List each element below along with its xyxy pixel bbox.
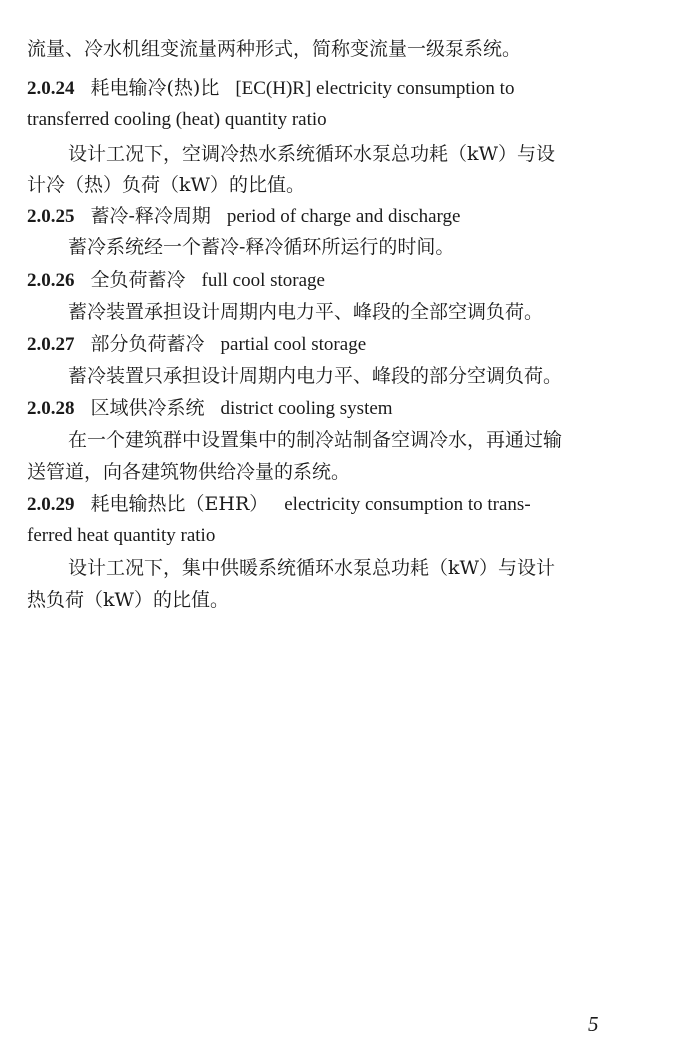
definition-text: 蓄冷系统经一个蓄冷-释冷循环所运行的时间。 <box>68 236 455 258</box>
definition-text-cont: 计冷（热）负荷（kW）的比值。 <box>27 174 306 196</box>
term-2-0-26-definition <box>68 300 680 324</box>
term-2-0-25-heading <box>27 204 680 229</box>
page-number: 5 <box>588 1012 599 1036</box>
term-english: period of charge and discharge <box>226 206 461 227</box>
term-english: full cool storage <box>201 270 325 291</box>
intro-line <box>27 37 680 61</box>
term-2-0-29-definition <box>68 556 680 580</box>
definition-text-cont: 送管道，向各建筑物供给冷量的系统。 <box>27 461 351 483</box>
intro-text: 流量、冷水机组变流量两种形式，简称变流量一级泵系统。 <box>27 38 522 60</box>
definition-text-cont: 热负荷（kW）的比值。 <box>27 589 230 611</box>
term-english-cont: transferred cooling (heat) quantity ratio <box>27 109 327 130</box>
term-chinese: 耗电输冷(热)比 <box>90 77 220 99</box>
term-english: partial cool storage <box>220 334 367 355</box>
term-number: 2.0.27 <box>27 334 75 355</box>
term-number: 2.0.24 <box>27 78 75 99</box>
term-2-0-28-heading <box>27 396 680 421</box>
term-english: district cooling system <box>220 398 393 419</box>
term-2-0-29-definition-cont <box>27 588 680 612</box>
term-2-0-24-definition-cont <box>27 173 680 197</box>
term-chinese: 蓄冷-释冷周期 <box>90 205 211 227</box>
term-2-0-24-heading <box>27 76 680 101</box>
definition-text: 蓄冷装置只承担设计周期内电力平、峰段的部分空调负荷。 <box>68 365 563 387</box>
term-chinese: 部分负荷蓄冷 <box>90 333 205 355</box>
term-number: 2.0.29 <box>27 494 75 515</box>
definition-text: 蓄冷装置承担设计周期内电力平、峰段的全部空调负荷。 <box>68 301 544 323</box>
definition-text: 设计工况下，集中供暖系统循环水泵总功耗（kW）与设计 <box>68 557 556 579</box>
term-2-0-24-english-cont <box>27 107 680 132</box>
term-2-0-29-heading <box>27 492 680 517</box>
term-2-0-26-heading <box>27 268 680 293</box>
term-2-0-27-definition <box>68 364 680 388</box>
term-chinese: 耗电输热比（EHR） <box>90 493 269 515</box>
term-number: 2.0.25 <box>27 206 75 227</box>
term-2-0-24-definition <box>68 142 680 166</box>
term-2-0-28-definition-cont <box>27 460 680 484</box>
term-2-0-29-english-cont <box>27 523 680 548</box>
term-2-0-25-definition <box>68 235 680 259</box>
term-english-cont: ferred heat quantity ratio <box>27 525 216 546</box>
term-chinese: 全负荷蓄冷 <box>90 269 186 291</box>
term-number: 2.0.26 <box>27 270 75 291</box>
term-number: 2.0.28 <box>27 398 75 419</box>
term-english: [EC(H)R] electricity consumption to <box>235 78 515 99</box>
definition-text: 设计工况下，空调冷热水系统循环水泵总功耗（kW）与设 <box>68 143 556 165</box>
term-chinese: 区域供冷系统 <box>90 397 205 419</box>
definition-text: 在一个建筑群中设置集中的制冷站制备空调冷水，再通过输 <box>68 429 563 451</box>
term-2-0-28-definition <box>68 428 680 452</box>
term-english: electricity consumption to trans- <box>284 494 531 515</box>
term-2-0-27-heading <box>27 332 680 357</box>
